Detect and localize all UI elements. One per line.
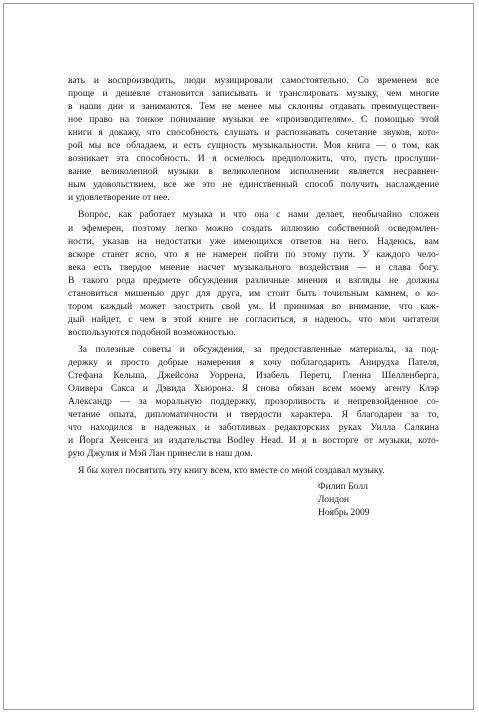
text-line: рой мы все обладаем, и есть сущность музыкальности. Моя книга — о том, как — [68, 140, 439, 152]
text-line: ным удовольствием, все же это не единственный способ получить наслаждение — [68, 179, 439, 191]
paragraph-1 — [68, 74, 439, 204]
text-line: века есть твердое мнение насчет музыкального воздействия — и слава богу. — [68, 261, 439, 273]
text-line: тором каждый может заострить свой ум. И принимая во внимание, что каж- — [68, 300, 439, 312]
text-line: рую Джулия и Мэй Лан принесли в наш дом. — [68, 448, 253, 460]
text-line: вать и воспроизводить, люди музицировали самостоятельно. Со временем все — [68, 75, 439, 86]
text-line: Александр — за моральную поддержку, прозорливость и непревзойденное со- — [68, 396, 439, 408]
text-line: держку и просто добрые намерения я хочу поблагодарить Анирудха Пателя, — [68, 356, 439, 368]
text-line: Вопрос, как работает музыка и что она с нами делает, необычайно сложен — [78, 209, 439, 221]
text-line: что находился в надежных и заботливых редакторских руках Уилла Салкина — [68, 422, 439, 434]
text-line: в наши дни и занимаются. Тем не менее мы склонны отдавать преимуществен- — [68, 101, 439, 113]
signature-date: Ноябрь 2009 — [318, 507, 370, 519]
text-line: вскоре станет ясно, что я не намерен пойти по этому пути. У каждого чело- — [68, 248, 439, 260]
text-line: воспользуются подобной возможностью. — [68, 326, 236, 338]
text-line: книги я докажу, что способность слушать и распознавать сочетание звуков, кото- — [68, 127, 439, 139]
paragraph-2 — [68, 208, 439, 338]
text-line: ности, указав на недостатки уже имеющихся ответов на него. Надеюсь, вам — [68, 235, 439, 247]
author-name: Филип Болл — [318, 481, 368, 492]
text-line: возникает эта способность. И я осмелюсь предположить, что, пусть прослуши- — [68, 153, 439, 165]
text-line: становиться мишенью друг для друга, им стоит быть точильным камнем, о ко- — [68, 287, 439, 299]
body-text — [68, 74, 439, 481]
text-line: и эфемерен, поэтому легко можно создать иллюзию собственной осведомлен- — [68, 222, 439, 234]
text-line: Оливера Сакса и Дэвида Хьюрона. Я снова обязан всем моему агенту Клэр — [68, 383, 439, 395]
text-line: и удовлетворение от нее. — [68, 192, 170, 204]
text-line: За полезные советы и обсуждения, за предоставленные материалы, за под- — [78, 343, 439, 355]
text-line: вание великолепной музыки в великолепном исполнении является несравнен- — [68, 166, 439, 178]
text-line: четание опыта, дипломатичности и твердости характера. Я благодарен за то, — [68, 409, 439, 421]
text-line: В такого рода предмете обсуждения различные мнения и взгляды не должны — [68, 274, 439, 286]
page — [3, 3, 474, 710]
paragraph-3 — [68, 343, 439, 460]
signature-block — [318, 480, 370, 519]
signature-place: Лондон — [318, 494, 350, 506]
text-line: ное право на тонкое понимание музыки ее «производителям». С помощью этой — [68, 114, 439, 126]
text-line: Стефана Кельша, Джейсона Уоррена, Изабель Перетц, Гленна Шелленберга, — [68, 370, 439, 382]
text-line: проще и дешевле становится записывать и транслировать музыку, чем многие — [68, 88, 439, 100]
text-line: дый найдет, с чем в этой книге не согласиться, я надеюсь, что мои читатели — [68, 313, 439, 325]
text-line: и Йорга Хенсенга из издательства Bodley Head. И я в восторге от музыки, кото- — [68, 435, 439, 447]
paragraph-4 — [68, 464, 439, 477]
text-line: Я бы хотел посвятить эту книгу всем, кто вместе со мной создавал музыку. — [78, 465, 385, 477]
